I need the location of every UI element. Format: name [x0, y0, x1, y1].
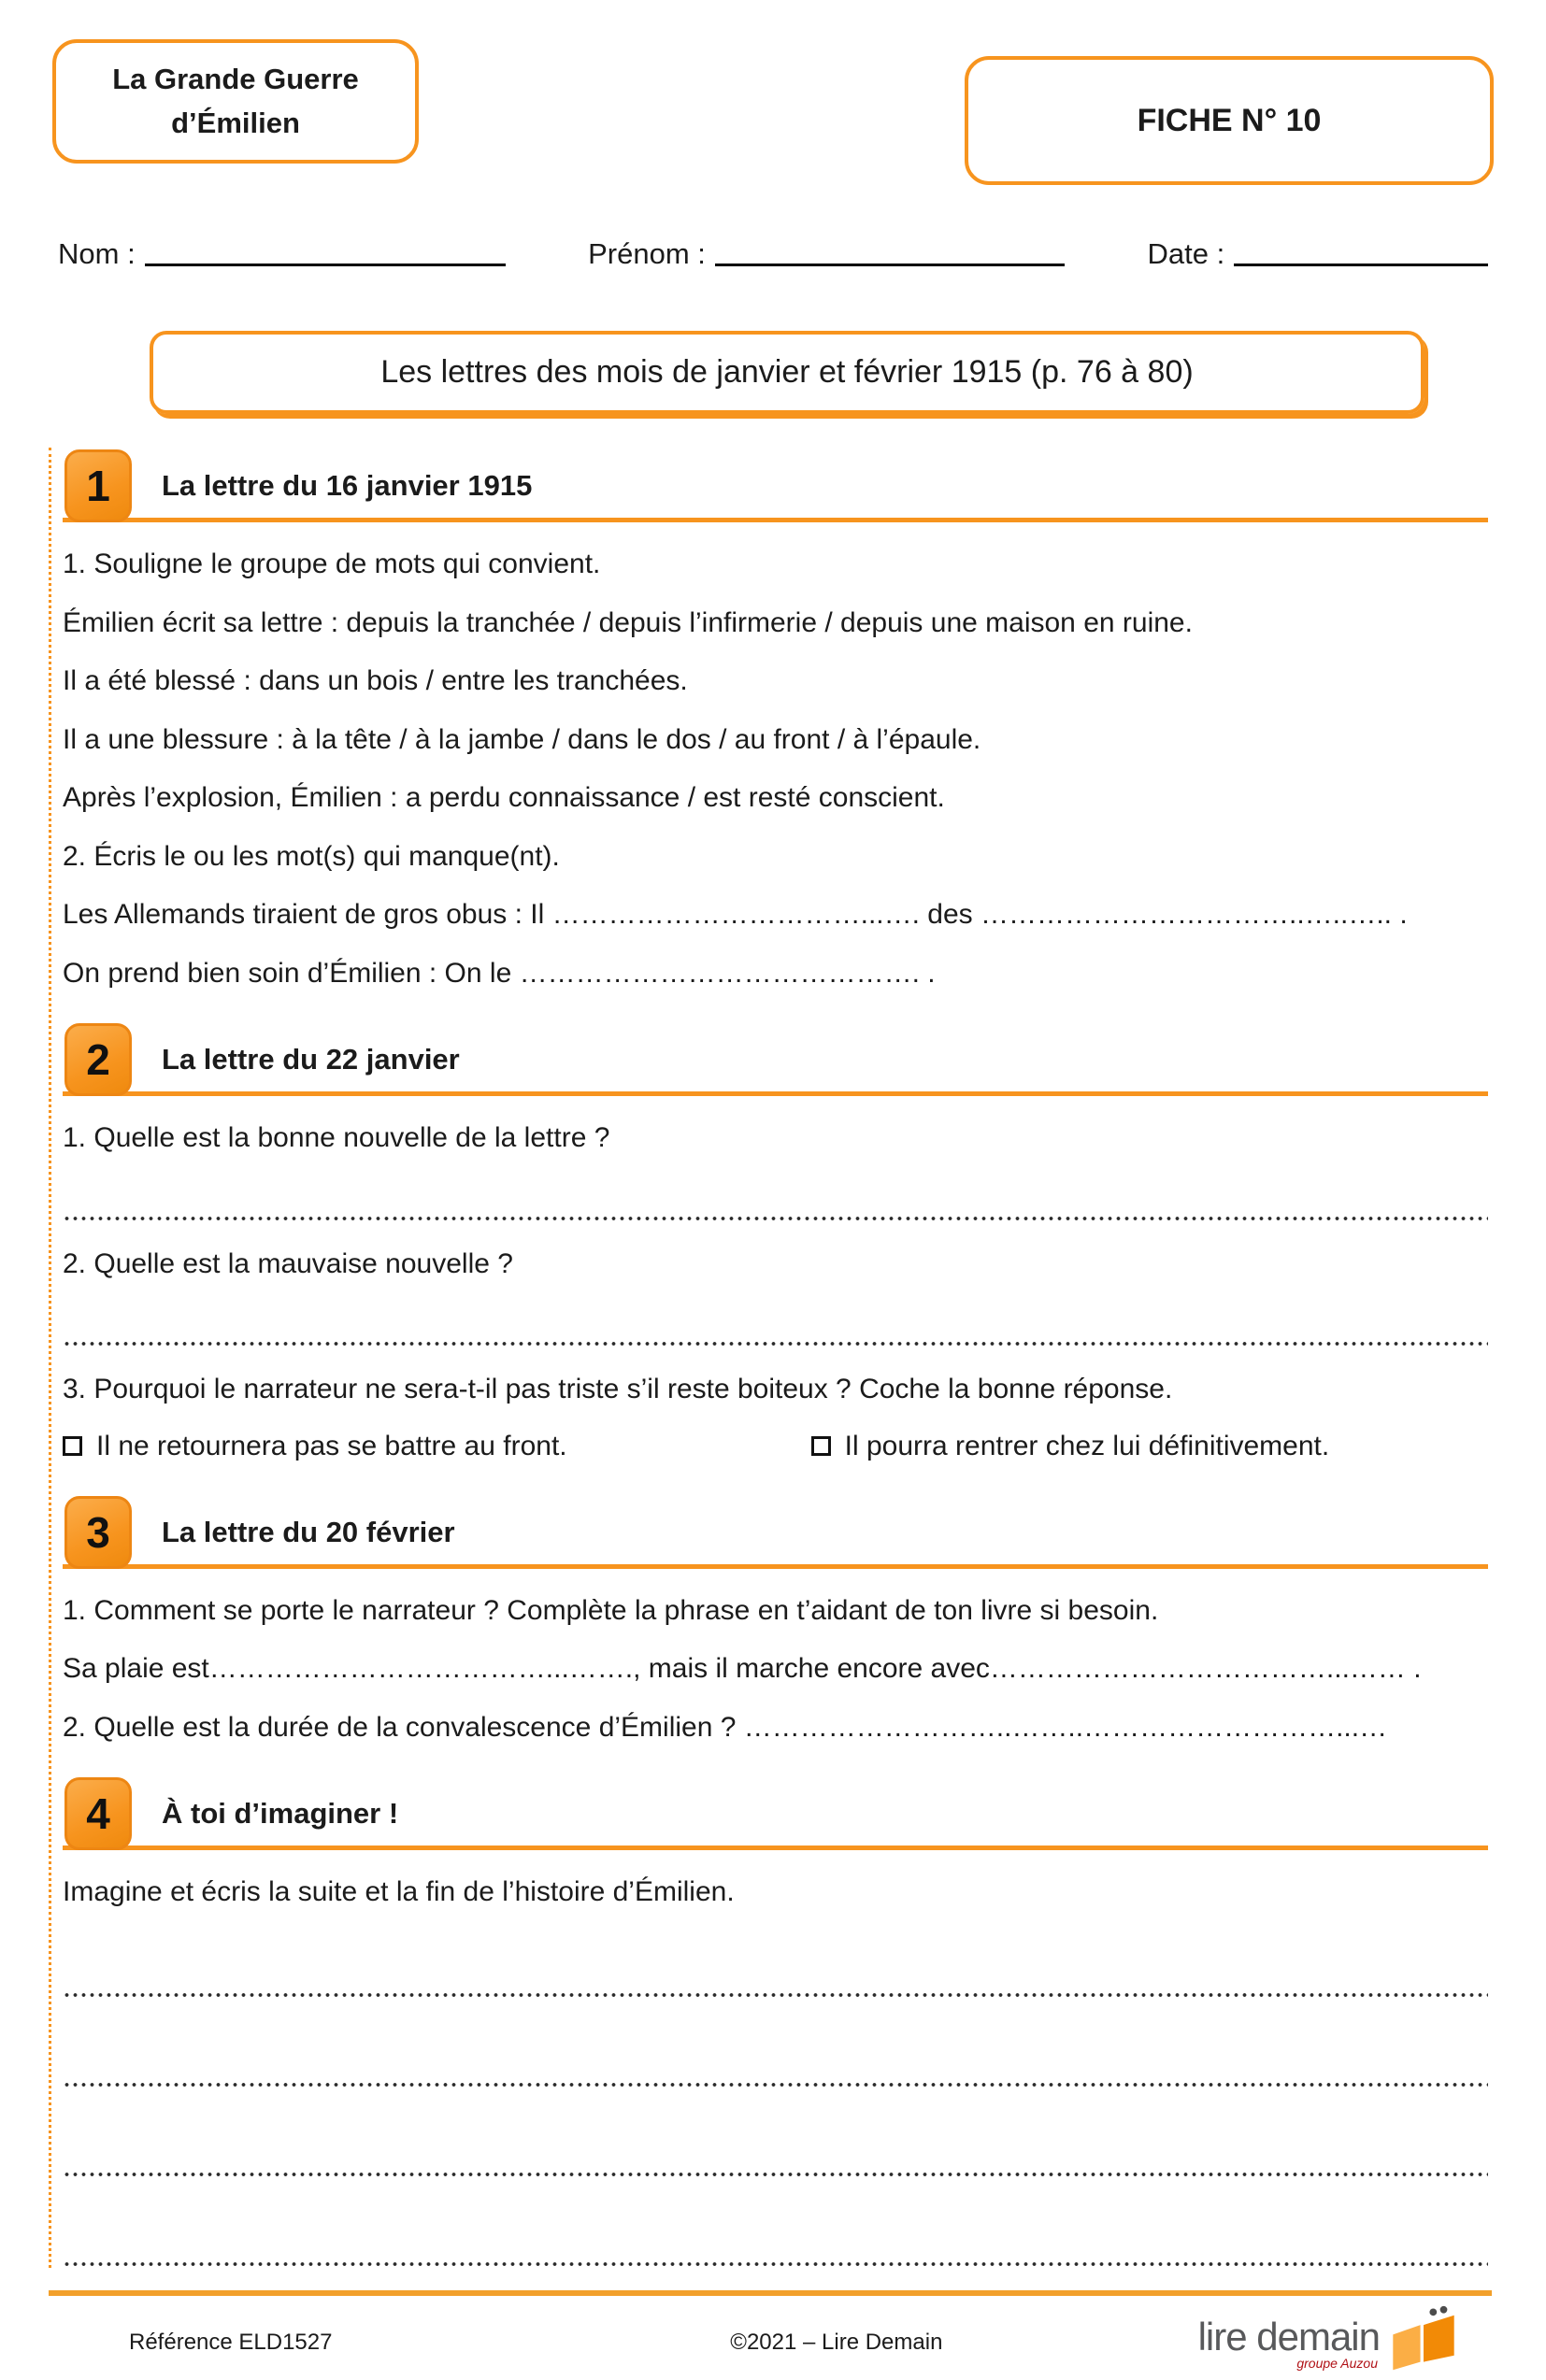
- s4-answer-line-3[interactable]: [63, 2154, 1488, 2178]
- date-label: Date :: [1147, 237, 1225, 270]
- s2-choice-2: [811, 1431, 1488, 1462]
- section-3-number: 3: [86, 1507, 110, 1557]
- section-1-title: La lettre du 16 janvier 1915: [162, 469, 533, 502]
- nom-field: [58, 237, 506, 271]
- footer-copyright: ©2021 – Lire Demain: [730, 2329, 943, 2355]
- content-column: [49, 448, 1546, 2268]
- lesson-banner-title: Les lettres des mois de janvier et février 1915 (p. 76 à 80): [380, 354, 1194, 390]
- header: [0, 0, 1546, 185]
- section-2-title: La lettre du 22 janvier: [162, 1043, 460, 1076]
- s2-choice-2-label: Il pourra rentrer chez lui définitivement.: [844, 1430, 1330, 1461]
- worksheet-title-box: [52, 39, 419, 164]
- checkbox-icon[interactable]: [63, 1436, 82, 1456]
- date-blank-line[interactable]: [1234, 238, 1488, 266]
- footer-divider: [49, 2290, 1492, 2296]
- section-1-header: [63, 449, 1488, 522]
- s2-choice-1-label: Il ne retournera pas se battre au front.: [96, 1430, 567, 1461]
- publisher-logo-text-wrap: [1198, 2315, 1380, 2371]
- s3-question-1: 1. Comment se porte le narrateur ? Complète la phrase en t’aidant de ton livre si besoin.: [63, 1594, 1159, 1626]
- s2-answer-line-1[interactable]: [63, 1198, 1488, 1222]
- section-1-number-badge: [64, 449, 132, 522]
- publisher-logo: [1117, 2305, 1464, 2380]
- s2-question-1: 1. Quelle est la bonne nouvelle de la lettre ?: [63, 1122, 610, 1153]
- section-3-title: La lettre du 20 février: [162, 1515, 455, 1548]
- section-4-title: À toi d’imaginer !: [162, 1797, 399, 1830]
- s4-instruction: Imagine et écris la suite et la fin de l’histoire d’Émilien.: [63, 1876, 735, 1907]
- fiche-number-box: [965, 56, 1494, 185]
- prenom-field: [588, 237, 1065, 271]
- s2-question-3: 3. Pourquoi le narrateur ne sera-t-il pas triste s’il reste boiteux ? Coche la bonne réponse.: [63, 1374, 1173, 1404]
- nom-blank-line[interactable]: [145, 238, 506, 266]
- s1-choice-line-2: Il a été blessé : dans un bois / entre les tranchées.: [63, 665, 688, 696]
- section-1-number: 1: [86, 462, 110, 510]
- s4-answer-line-1[interactable]: [63, 1974, 1488, 1999]
- section-3-number-badge: [64, 1496, 132, 1569]
- section-2-header: [63, 1023, 1488, 1096]
- footer: [129, 2305, 1464, 2380]
- open-book-icon: [1383, 2305, 1464, 2380]
- s1-fill-blank-1[interactable]: Les Allemands tiraient de gros obus : Il ……………………………...…. des ……………………………..…..….. .: [63, 899, 1408, 930]
- footer-reference: Référence ELD1527: [129, 2329, 333, 2355]
- prenom-blank-line[interactable]: [715, 238, 1066, 266]
- date-field: [1147, 237, 1488, 271]
- s2-choice-1: [63, 1431, 811, 1462]
- s1-question-1: 1. Souligne le groupe de mots qui convient.: [63, 549, 601, 579]
- checkbox-icon[interactable]: [811, 1436, 831, 1456]
- identity-row: [58, 237, 1488, 271]
- publisher-logo-subtext: groupe Auzou: [1296, 2355, 1378, 2371]
- section-4-header: [63, 1777, 1488, 1850]
- s1-fill-blank-2[interactable]: On prend bien soin d’Émilien : On le ……………………………………. .: [63, 957, 936, 989]
- s1-choice-line-3: Il a une blessure : à la tête / à la jambe / dans le dos / au front / à l’épaule.: [63, 723, 981, 755]
- section-4-number-badge: [64, 1777, 132, 1850]
- s3-question-2[interactable]: 2. Quelle est la durée de la convalescence d’Émilien ? ………………………..……..………………………...…: [63, 1711, 1388, 1743]
- s4-answer-line-2[interactable]: [63, 2064, 1488, 2088]
- s1-choice-line-4: Après l’explosion, Émilien : a perdu connaissance / est resté conscient.: [63, 782, 945, 813]
- s1-question-2: 2. Écris le ou les mot(s) qui manque(nt).: [63, 840, 560, 872]
- s4-answer-line-4[interactable]: [63, 2244, 1488, 2268]
- s2-answer-line-2[interactable]: [63, 1323, 1488, 1347]
- prenom-label: Prénom :: [588, 237, 706, 270]
- section-3-header: [63, 1496, 1488, 1569]
- s3-fill-blank-1[interactable]: Sa plaie est………………………………...……., mais il marche encore avec………………………………...…… .: [63, 1653, 1422, 1684]
- s2-question-2: 2. Quelle est la mauvaise nouvelle ?: [63, 1247, 513, 1279]
- fiche-number-label: FICHE N° 10: [1137, 102, 1322, 138]
- s1-choice-line-1: Émilien écrit sa lettre : depuis la tranchée / depuis l’infirmerie / depuis une maison en ruine.: [63, 606, 1193, 638]
- nom-label: Nom :: [58, 237, 136, 270]
- worksheet-title-line2: d’Émilien: [171, 106, 300, 139]
- section-4-number: 4: [86, 1789, 110, 1838]
- section-2-number-badge: [64, 1023, 132, 1096]
- section-2-number: 2: [86, 1035, 110, 1084]
- publisher-logo-text: lire demain: [1197, 2314, 1380, 2359]
- s2-choices-row: [63, 1431, 1488, 1462]
- lesson-banner: [150, 331, 1424, 414]
- worksheet-title-line1: La Grande Guerre: [112, 63, 359, 95]
